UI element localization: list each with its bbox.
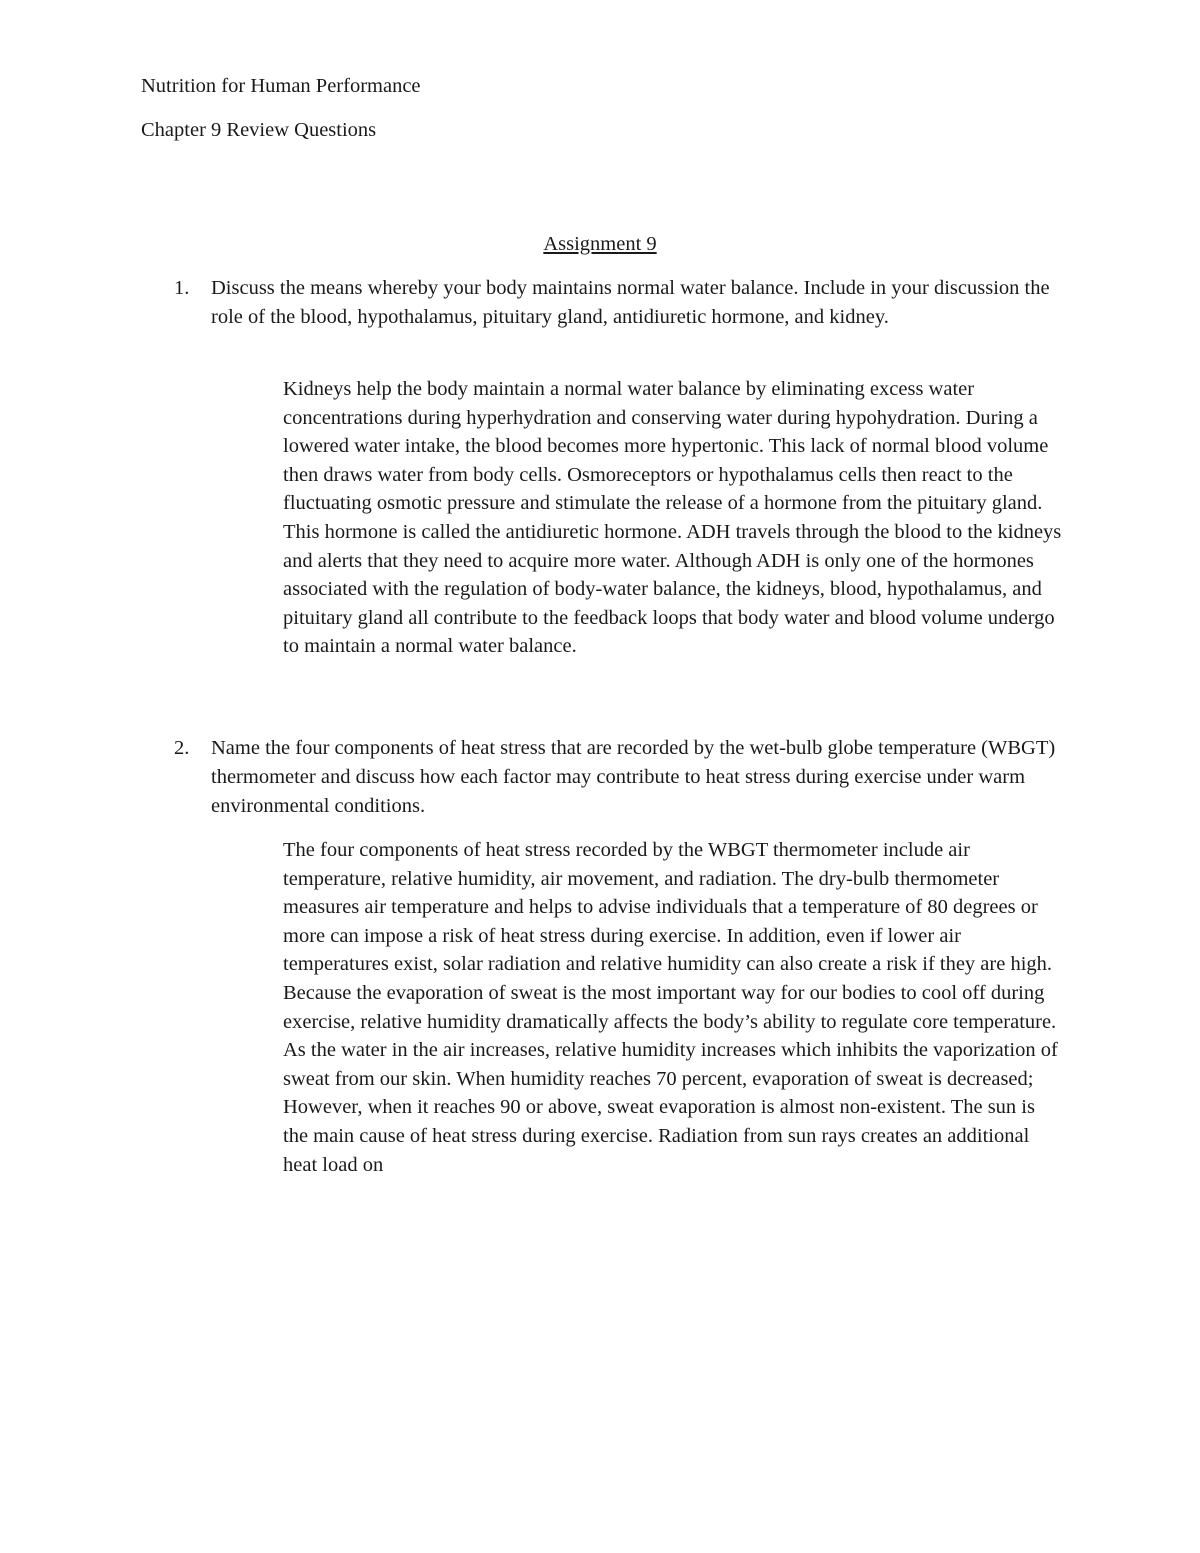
answer-2-text: The four components of heat stress recorded by the WBGT thermometer include air temperature, relative humidity, air movement, and radiation. The dry-bulb thermometer measures air temperature and helps to advise individuals that a temperature of 80 degrees or more can impose a risk of heat stress during exercise. In addition, even if lower air temperatures exist, solar radiation and relative humidity can also create a risk if they are high. Because the evaporation of sweat is the most important way for our bodies to cool off during exercise, relative humidity dramatically affects the body’s ability to regulate core temperature. As the water in the air increases, relative humidity increases which inhibits the vaporization of sweat from our skin. When humidity reaches 70 percent, evaporation of sweat is decreased; However, when it reaches 90 or above, sweat evaporation is almost non-existent. The sun is the main cause of heat stress during exercise. Radiation from sun rays creates an additional heat load on (283, 839, 1058, 1176)
course-title: Nutrition for Human Performance (141, 75, 421, 97)
question-2-text: Name the four components of heat stress that are recorded by the wet-bulb globe temperature (WBGT) thermometer and discuss how each factor may contribute to heat stress during exercise under warm environmental conditions. (211, 737, 1056, 817)
question-1-number: 1. (174, 277, 190, 299)
chapter-title: Chapter 9 Review Questions (141, 119, 377, 141)
question-1-text: Discuss the means whereby your body maintains normal water balance. Include in your discussion the role of the blood, hypothalamus, pituitary gland, antidiuretic hormone, and kidney. (211, 277, 1050, 328)
answer-1-text: Kidneys help the body maintain a normal water balance by eliminating excess water concentrations during hyperhydration and conserving water during hypohydration. During a lowered water intake, the blood becomes more hypertonic. This lack of normal blood volume then draws water from body cells. Osmoreceptors or hypothalamus cells then react to the fluctuating osmotic pressure and stimulate the release of a hormone from the pituitary gland. This hormone is called the antidiuretic hormone. ADH travels through the blood to the kidneys and alerts that they need to acquire more water. Although ADH is only one of the hormones associated with the regulation of body-water balance, the kidneys, blood, hypothalamus, and pituitary gland all contribute to the feedback loops that body water and blood volume undergo to maintain a normal water balance. (283, 378, 1062, 658)
assignment-heading: Assignment 9 (543, 233, 657, 255)
question-2-number: 2. (174, 737, 190, 759)
